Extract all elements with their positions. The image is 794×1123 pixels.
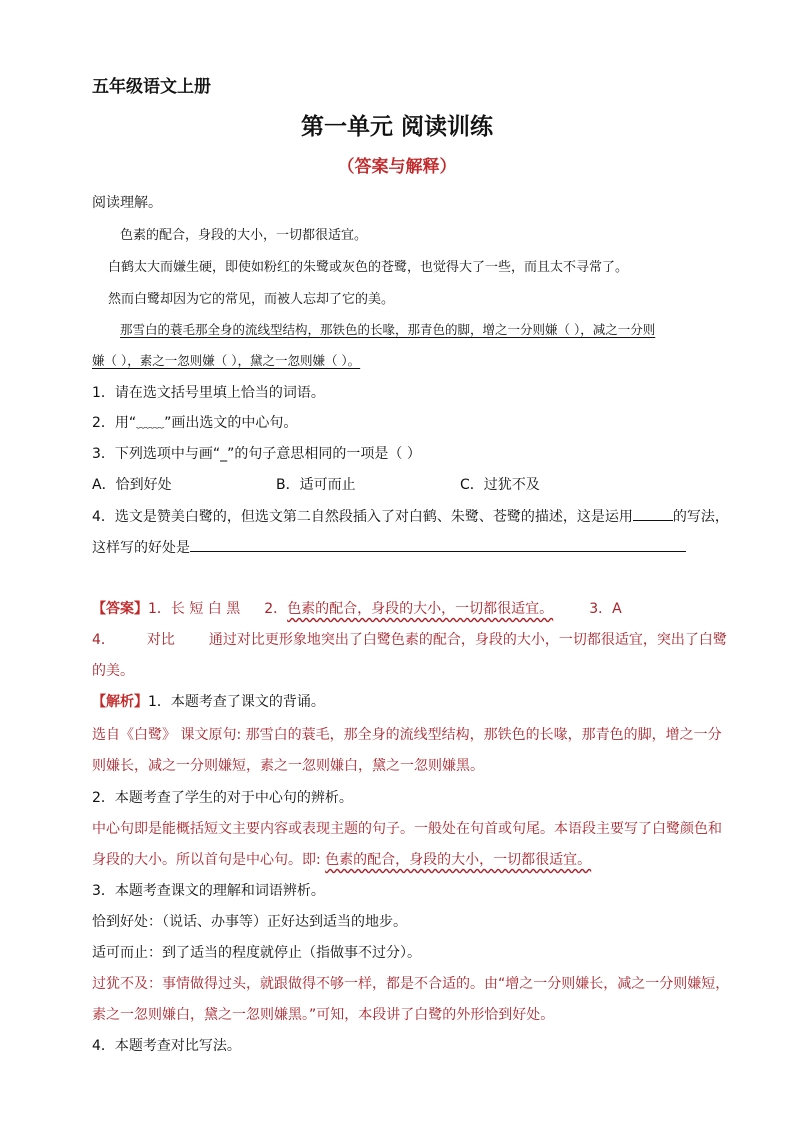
analysis-9: 适可而止：到了适当的程度就停止（指做事不过分）。 bbox=[92, 945, 421, 961]
passage-paragraph-3: 然而白鹭却因为它的常见，而被人忘却了它的美。 bbox=[108, 292, 395, 307]
analysis-10: 过犹不及：事情做得过头，就跟做得不够一样，都是不合适的。由“增之一分则嫌长，减之一分则嫌短， bbox=[92, 976, 730, 992]
analysis-6 bbox=[92, 849, 591, 869]
option-b: B．适可而止 bbox=[276, 477, 356, 493]
answer-4-word: 对比 bbox=[146, 632, 175, 648]
question-3: 3．下列选项中与画“_”的句子意思相同的一项是（ ） bbox=[92, 446, 421, 462]
analysis-5: 中心句即是能概括短文主要内容或表现主题的句子。一般处在句首或句尾。本语段主要写了白鹭颜色和 bbox=[92, 821, 722, 837]
answer-blank-benefit[interactable] bbox=[190, 537, 686, 552]
analysis-11: 素之一忽则嫌白，黛之一忽则嫌黑。”可知，本段讲了白鹭的外形恰到好处。 bbox=[92, 1007, 555, 1023]
analysis-2: 选自《白鹭》 课文原句: 那雪白的蓑毛，那全身的流线型结构，那铁色的长喙，那青色的脚，增之一分 bbox=[92, 727, 722, 743]
answer-line-4 bbox=[92, 629, 727, 649]
analysis-line-1 bbox=[92, 691, 325, 711]
page-subtitle: （答案与解释） bbox=[337, 157, 457, 177]
answer-4-text2: 的美。 bbox=[92, 663, 134, 679]
analysis-6-central-sentence: 色素的配合，身段的大小，一切都很适宜。 bbox=[325, 852, 592, 868]
grade-label: 五年级语文上册 bbox=[92, 77, 211, 97]
analysis-7: 3．本题考查课文的理解和词语辨析。 bbox=[92, 883, 325, 899]
passage-paragraph-4-line1: 那雪白的蓑毛那全身的流线型结构，那铁色的长喙，那青色的脚，增之一分则嫌（ ），减之一分则 bbox=[120, 322, 656, 337]
option-a: A．恰到好处 bbox=[92, 477, 172, 493]
option-c: C．过犹不及 bbox=[460, 477, 540, 493]
answer-1: 1．长 短 白 黑 bbox=[148, 601, 241, 617]
answer-4-num: 4． bbox=[92, 632, 115, 648]
question-2: 2．用“﹏﹏”画出选文的中心句。 bbox=[92, 415, 298, 431]
reading-intro: 阅读理解。 bbox=[92, 195, 162, 211]
analysis-12: 4．本题考查对比写法。 bbox=[92, 1038, 241, 1054]
question-4-line2 bbox=[92, 537, 686, 557]
question-4-text-post: 的写法， bbox=[672, 509, 729, 525]
answer-line-1 bbox=[92, 598, 622, 618]
analysis-3: 则嫌长，减之一分则嫌短，素之一忽则嫌白，黛之一忽则嫌黑。 bbox=[92, 758, 484, 774]
answer-4-text: 通过对比更形象地突出了白鹭色素的配合，身段的大小，一切都很适宜，突出了白鹭 bbox=[208, 632, 727, 648]
answer-2: 色素的配合，身段的大小，一切都很适宜。 bbox=[287, 601, 554, 617]
analysis-1: 1．本题考查了课文的背诵。 bbox=[148, 694, 325, 710]
question-1: 1．请在选文括号里填上恰当的词语。 bbox=[92, 385, 325, 401]
page-title: 第一单元 阅读训练 bbox=[300, 113, 493, 140]
analysis-label: 【解析】 bbox=[92, 694, 148, 710]
answer-2-num: 2． bbox=[264, 601, 288, 617]
passage-paragraph-1: 色素的配合，身段的大小，一切都很适宜。 bbox=[120, 228, 368, 243]
analysis-4: 2．本题考查了学生的对于中心句的辨析。 bbox=[92, 790, 353, 806]
answer-blank-method[interactable] bbox=[633, 506, 673, 521]
question-4-line2-text: 这样写的好处是 bbox=[92, 540, 190, 556]
answer-label: 【答案】 bbox=[92, 601, 148, 617]
analysis-6-pre: 身段的大小。所以首句是中心句。即: bbox=[92, 852, 326, 868]
passage-paragraph-4-line2: 嫌（ ），素之一忽则嫌（ ），黛之一忽则嫌（ ）。 bbox=[92, 353, 361, 368]
analysis-8: 恰到好处：（说话、办事等）正好达到适当的地步。 bbox=[92, 914, 407, 930]
question-4-text-pre: 4．选文是赞美白鹭的，但选文第二自然段插入了对白鹤、朱鹭、苍鹭的描述，这是运用 bbox=[92, 509, 633, 525]
passage-paragraph-2: 白鹤太大而嫌生硬，即使如粉红的朱鹭或灰色的苍鹭，也觉得大了一些，而且太不寻常了。 bbox=[108, 260, 629, 275]
answer-3: 3．A bbox=[589, 601, 622, 617]
question-4-line1 bbox=[92, 506, 729, 526]
